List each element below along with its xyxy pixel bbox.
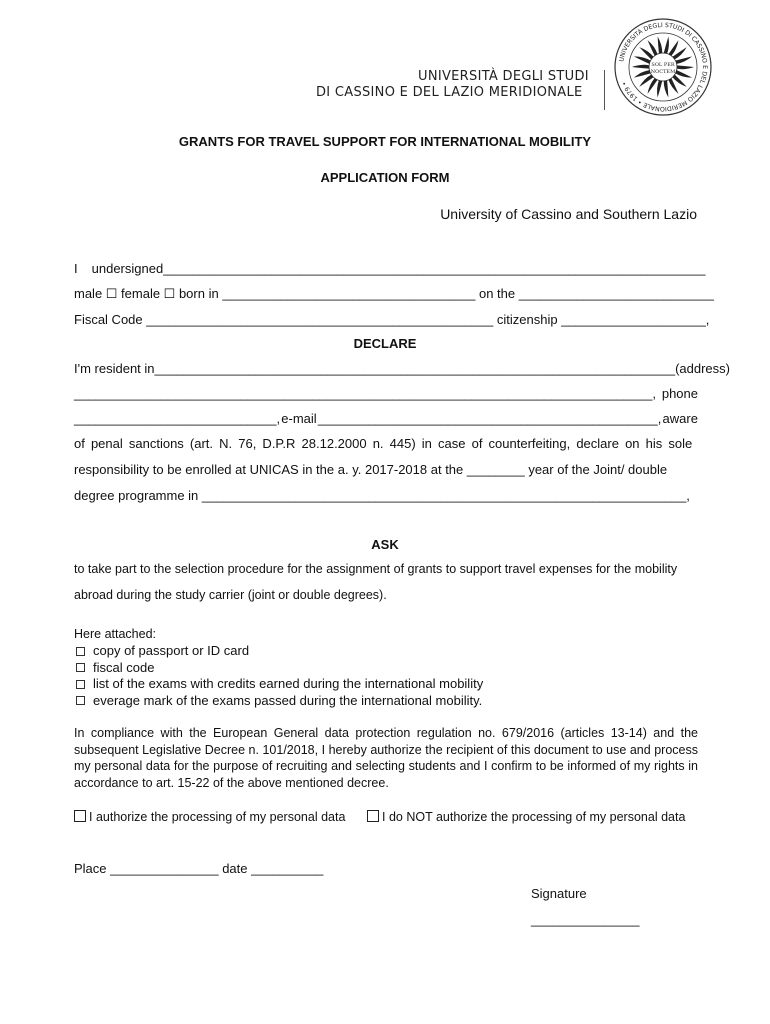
address-phone-line [74, 386, 698, 401]
logo-line-1: UNIVERSITÀ DEGLI STUDI [418, 69, 589, 84]
signature-label: Signature [531, 886, 587, 901]
attached-item[interactable]: fiscal code [74, 660, 483, 677]
checkbox-icon[interactable] [367, 810, 379, 822]
checkbox-icon[interactable] [76, 696, 85, 705]
logo-divider [604, 70, 605, 110]
authorize-option[interactable]: I authorize the processing of my personal data [74, 810, 345, 824]
seal-motto-1: SOL PER [651, 62, 675, 68]
ask-paragraph-2: abroad during the study carrier (joint or double degrees). [74, 588, 387, 602]
attached-item[interactable]: copy of passport or ID card [74, 643, 483, 660]
phone-blank[interactable]: ____________________________, [74, 411, 281, 426]
checkbox-icon[interactable] [76, 663, 85, 672]
sun-ray [675, 70, 692, 77]
sun-ray [668, 40, 678, 56]
undersigned-i: I [74, 261, 78, 276]
attached-heading: Here attached: [74, 627, 156, 641]
ask-heading: ASK [371, 537, 399, 552]
email-blank[interactable]: _______________________________________________, [317, 411, 662, 426]
form-subtitle: APPLICATION FORM [320, 170, 450, 185]
declare-paragraph-1: of penal sanctions (art. N. 76, D.P.R 28.12.2000 n. 445) in case of counterfeiting, declare on his sole [74, 436, 693, 451]
undersigned-line [74, 261, 706, 276]
privacy-paragraph: In compliance with the European General data protection regulation no. 679/2016 (articles 13-14) and the subsequent Legislative Decree n. 101/2018, I hereby authorize the recipient of this document to use and process my personal data for the purpose of recruiting and selecting students and I confirm to be informed of my rights in accordance to art. 15-22 of the above mentioned decree. [74, 726, 698, 790]
signature-line[interactable]: _______________ [531, 912, 640, 927]
seal-motto-2: NOCTEM [650, 69, 676, 75]
logo-line-2: DI CASSINO E DEL LAZIO MERIDIONALE [316, 85, 583, 100]
checkbox-icon[interactable] [76, 647, 85, 656]
address-blank-2[interactable]: ________________________________________________________________________________, [74, 386, 657, 401]
sun-ray [634, 56, 651, 63]
sun-ray [648, 78, 658, 94]
email-label: e-mail [281, 411, 317, 426]
sun-ray [664, 80, 669, 97]
aware-label: aware [662, 411, 698, 426]
resident-line [74, 361, 730, 376]
fiscal-citizenship-line[interactable]: Fiscal Code ________________________________________________ citizenship ____________________, [74, 312, 710, 327]
sun-ray [657, 80, 662, 97]
ask-paragraph-1: to take part to the selection procedure for the assignment of grants to support travel expenses for the mobility [74, 562, 678, 576]
checkbox-icon[interactable] [74, 810, 86, 822]
sun-ray [677, 65, 694, 69]
institution-name: University of Cassino and Southern Lazio [440, 206, 697, 222]
phone-label: phone [661, 386, 698, 401]
phone-email-line [74, 411, 698, 426]
seal-ring-text: UNIVERSITÀ DEGLI STUDI DI CASSINO E DEL LAZIO MERIDIONALE • 1979 • [618, 21, 709, 113]
sun-ray [634, 70, 651, 77]
resident-label: I'm resident in [74, 361, 155, 376]
undersigned-blank[interactable]: ___________________________________________________________________________ [163, 261, 706, 276]
undersigned-label: undersigned [91, 261, 164, 276]
declare-heading: DECLARE [353, 336, 417, 351]
university-seal-icon [613, 17, 713, 117]
attached-list [74, 643, 483, 709]
declare-paragraph-3[interactable]: degree programme in ___________________________________________________________________, [74, 488, 690, 503]
not-authorize-option[interactable]: I do NOT authorize the processing of my personal data [367, 810, 685, 824]
declare-paragraph-2[interactable]: responsibility to be enrolled at UNICAS in the a. y. 2017-2018 at the ________ year of the Joint/ double [74, 462, 668, 477]
sun-ray [664, 36, 669, 53]
attached-item[interactable]: everage mark of the exams passed during the international mobility. [74, 693, 483, 710]
address-blank-1[interactable]: ________________________________________________________________________ [154, 361, 676, 376]
address-label: (address) [675, 361, 730, 376]
sun-ray [675, 56, 692, 63]
sun-ray [658, 36, 663, 53]
place-date-line[interactable]: Place _______________ date __________ [74, 861, 324, 876]
page-title: GRANTS FOR TRAVEL SUPPORT FOR INTERNATIONAL MOBILITY [178, 134, 592, 149]
checkbox-icon[interactable] [76, 680, 85, 689]
sex-birth-line[interactable]: male ☐ female ☐ born in ___________________________________ on the ___________________________ [74, 286, 714, 301]
attached-item[interactable]: list of the exams with credits earned during the international mobility [74, 676, 483, 693]
sun-ray [632, 65, 649, 69]
